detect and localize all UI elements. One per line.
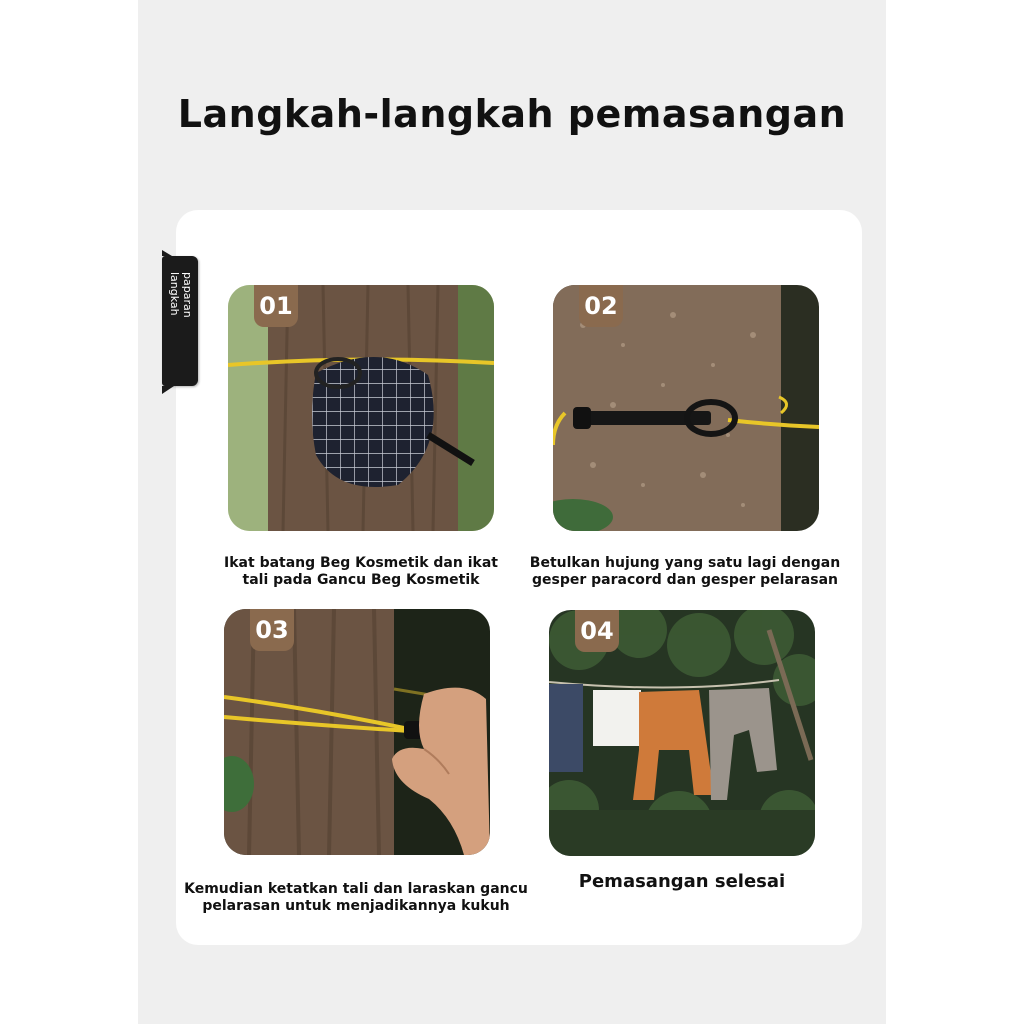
step-3-badge: 03: [250, 609, 294, 651]
step-3-photo: [224, 609, 490, 855]
step-4-badge: 04: [575, 610, 619, 652]
step-1-badge: 01: [254, 285, 298, 327]
side-tab-label: paparan langkah: [168, 272, 194, 318]
step-2-badge: 02: [579, 285, 623, 327]
page-title: Langkah-langkah pemasangan: [177, 92, 847, 136]
step-2-caption: Betulkan hujung yang satu lagi dengan gesper paracord dan gesper pelarasan: [529, 555, 841, 588]
step-3-caption: Kemudian ketatkan tali dan laraskan gancu pelarasan untuk menjadikannya kukuh: [184, 881, 528, 914]
side-tab: [162, 256, 198, 386]
step-1-photo: [228, 285, 494, 531]
step-4-photo: [549, 610, 815, 856]
step-1-caption: Ikat batang Beg Kosmetik dan ikat tali pada Gancu Beg Kosmetik: [224, 555, 498, 588]
step-4-caption: Pemasangan selesai: [578, 871, 786, 892]
step-2-photo: [553, 285, 819, 531]
